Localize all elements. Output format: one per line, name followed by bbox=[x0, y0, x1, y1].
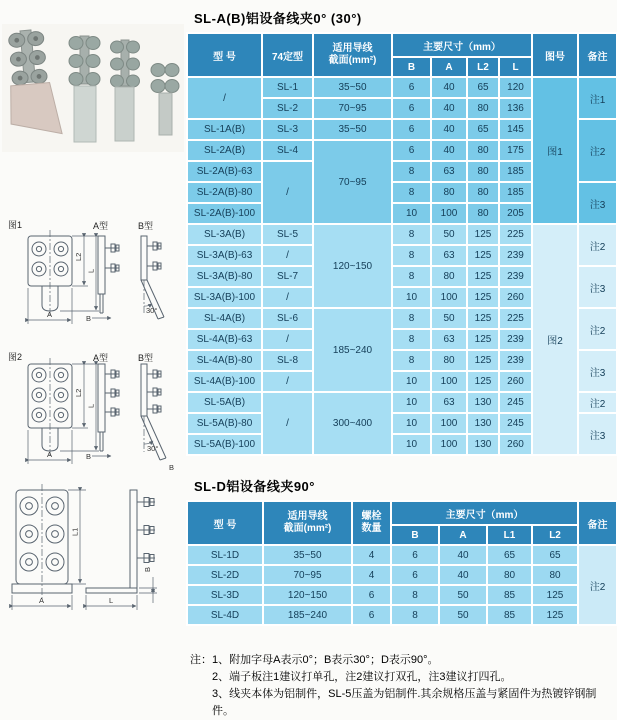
footnote-line-1: 注：1、附加字母A表示0°；B表示30°；D表示90°。 bbox=[190, 654, 439, 666]
dim-b-cell: 8 bbox=[391, 605, 439, 625]
product-photo bbox=[2, 24, 184, 152]
dim-b-cell: 6 bbox=[392, 140, 431, 161]
dim-l2-label: L2 bbox=[74, 252, 83, 261]
dim-l-cell: 185 bbox=[499, 161, 532, 182]
remark-cell: 注2 bbox=[578, 545, 617, 625]
section-cell: 70~95 bbox=[313, 140, 392, 224]
figure-1-label: 图1 bbox=[8, 220, 23, 230]
dim-l-cell: 239 bbox=[499, 245, 532, 266]
dim-a-cell: 40 bbox=[431, 77, 467, 98]
dim-a-label: A bbox=[47, 310, 53, 319]
footnote-line-3: 3、线夹本体为铝制件，SL-5压盖为铝制件.其余规格压盖与紧固件为热镀锌钢制件。 bbox=[212, 688, 597, 718]
dim-l-cell: 225 bbox=[499, 224, 532, 245]
dim-l2-cell: 130 bbox=[467, 413, 499, 434]
col-remark-header: 备注 bbox=[578, 33, 617, 77]
dim-l2-cell: 65 bbox=[467, 77, 499, 98]
dim-a-cell: 80 bbox=[431, 350, 467, 371]
dim-l2-cell: 125 bbox=[467, 224, 499, 245]
dim-l2-cell: 125 bbox=[467, 350, 499, 371]
model-cell: SL-2A(B)-63 bbox=[187, 161, 262, 182]
dim-b-cell: 6 bbox=[392, 77, 431, 98]
dim-l2-cell: 80 bbox=[467, 182, 499, 203]
dim-b-label: B bbox=[143, 566, 152, 572]
col-a-header: A bbox=[439, 525, 487, 545]
dim-l-cell: 145 bbox=[499, 119, 532, 140]
dim-l-cell: 245 bbox=[499, 413, 532, 434]
type-a-label: A型 bbox=[93, 353, 109, 363]
header-row bbox=[187, 33, 617, 57]
dim-b-label: B bbox=[86, 314, 92, 323]
model-cell: SL-3D bbox=[187, 585, 263, 605]
dim-l-cell: 120 bbox=[499, 77, 532, 98]
type74-cell: SL-6 bbox=[262, 308, 313, 329]
dim-l2-cell: 130 bbox=[467, 392, 499, 413]
model-cell: SL-3A(B)-63 bbox=[187, 245, 262, 266]
model-cell: SL-3A(B)-100 bbox=[187, 287, 262, 308]
dim-l2-cell: 125 bbox=[467, 266, 499, 287]
dim-l-label: L bbox=[86, 403, 96, 408]
dim-b-cell: 10 bbox=[392, 434, 431, 455]
dim-b-cell: 8 bbox=[392, 161, 431, 182]
dim-a-cell: 100 bbox=[431, 371, 467, 392]
dim-a-cell: 40 bbox=[431, 98, 467, 119]
section-cell: 120~150 bbox=[263, 585, 352, 605]
dim-l2-cell: 125 bbox=[532, 605, 578, 625]
figure-2-drawing bbox=[2, 348, 184, 484]
dim-b-cell: 8 bbox=[392, 329, 431, 350]
dim-l1-cell: 85 bbox=[487, 605, 532, 625]
remark-cell: 注3 bbox=[578, 182, 617, 224]
model-cell: SL-4D bbox=[187, 605, 263, 625]
dim-l2-cell: 125 bbox=[467, 308, 499, 329]
sl-ab-spec-table bbox=[186, 32, 617, 456]
angle-30-label: 30° bbox=[147, 444, 159, 453]
model-cell: SL-1D bbox=[187, 545, 263, 565]
dim-b-cell: 8 bbox=[392, 224, 431, 245]
type74-cell: SL-1 bbox=[262, 77, 313, 98]
figure-d-drawing bbox=[2, 484, 184, 648]
model-cell: SL-5A(B)-80 bbox=[187, 413, 262, 434]
type-b-label: B型 bbox=[138, 221, 154, 231]
remark-cell: 注2 bbox=[578, 392, 617, 413]
dim-b-cell: 6 bbox=[392, 119, 431, 140]
section-cell: 120~150 bbox=[313, 224, 392, 308]
col-remark-header: 备注 bbox=[578, 501, 617, 545]
side-view bbox=[86, 490, 155, 593]
model-cell: SL-3A(B) bbox=[187, 224, 262, 245]
bolt-count-cell: 4 bbox=[352, 545, 391, 565]
col-l-header: L bbox=[499, 57, 532, 77]
type74-cell: SL-8 bbox=[262, 350, 313, 371]
dim-l-cell: 239 bbox=[499, 329, 532, 350]
dim-l-label: L bbox=[109, 596, 114, 605]
type74-cell: / bbox=[262, 245, 313, 266]
model-cell: SL-4A(B)-80 bbox=[187, 350, 262, 371]
side-view-a bbox=[98, 364, 119, 451]
dim-a-cell: 50 bbox=[439, 585, 487, 605]
dim-b-cell: 6 bbox=[392, 98, 431, 119]
dim-a-cell: 100 bbox=[431, 413, 467, 434]
type-b-label: B型 bbox=[138, 353, 154, 363]
header-row bbox=[187, 501, 617, 525]
dim-b-cell: 6 bbox=[391, 545, 439, 565]
dim-a-cell: 50 bbox=[439, 605, 487, 625]
model-cell: SL-4A(B)-63 bbox=[187, 329, 262, 350]
dim-a-cell: 50 bbox=[431, 308, 467, 329]
table-row bbox=[187, 605, 617, 625]
dim-l2-cell: 125 bbox=[467, 287, 499, 308]
dim-a-cell: 100 bbox=[431, 203, 467, 224]
dim-a-cell: 100 bbox=[431, 434, 467, 455]
dim-l2-cell: 125 bbox=[467, 371, 499, 392]
dim-l-cell: 225 bbox=[499, 308, 532, 329]
dim-l-cell: 260 bbox=[499, 434, 532, 455]
dim-l-cell: 239 bbox=[499, 266, 532, 287]
dim-l1-cell: 65 bbox=[487, 545, 532, 565]
dim-b-cell: 10 bbox=[392, 203, 431, 224]
spec-tables-panel bbox=[186, 0, 617, 720]
col-bolt-count-header: 螺栓 数量 bbox=[352, 501, 391, 545]
dim-b-cell: 8 bbox=[392, 182, 431, 203]
dim-b-cell: 10 bbox=[392, 371, 431, 392]
table1-title: SL-A(B)铝设备线夹0° (30°) bbox=[194, 11, 362, 26]
type74-cell: SL-5 bbox=[262, 224, 313, 245]
dim-a-cell: 63 bbox=[431, 329, 467, 350]
model-cell: SL-2A(B)-100 bbox=[187, 203, 262, 224]
model-cell: SL-2A(B) bbox=[187, 140, 262, 161]
remark-cell: 注3 bbox=[578, 350, 617, 392]
col-dimensions-header: 主要尺寸（mm） bbox=[391, 501, 578, 525]
footnotes bbox=[190, 652, 617, 720]
col-conductor-header: 适用导线 截面(mm²) bbox=[313, 33, 392, 77]
col-b-header: B bbox=[391, 525, 439, 545]
section-cell: 35~50 bbox=[313, 77, 392, 98]
dim-b-label: B bbox=[86, 452, 92, 461]
dim-l2-cell: 80 bbox=[467, 98, 499, 119]
dim-b-cell: 10 bbox=[392, 413, 431, 434]
dim-l-cell: 185 bbox=[499, 182, 532, 203]
model-cell: SL-2D bbox=[187, 565, 263, 585]
figure-ref-cell: 图1 bbox=[532, 77, 578, 224]
dim-a-cell: 50 bbox=[431, 224, 467, 245]
type74-cell: / bbox=[262, 161, 313, 224]
type74-cell: SL-3 bbox=[262, 119, 313, 140]
col-dimensions-header: 主要尺寸（mm） bbox=[392, 33, 532, 57]
dim-l1-cell: 80 bbox=[487, 565, 532, 585]
dim-l2-cell: 80 bbox=[532, 565, 578, 585]
model-cell: SL-5A(B) bbox=[187, 392, 262, 413]
remark-cell: 注2 bbox=[578, 224, 617, 266]
dim-l-cell: 136 bbox=[499, 98, 532, 119]
type74-cell: / bbox=[262, 392, 313, 455]
dim-l-cell: 260 bbox=[499, 371, 532, 392]
model-cell: SL-5A(B)-100 bbox=[187, 434, 262, 455]
dim-a-cell: 40 bbox=[439, 565, 487, 585]
bolt-count-cell: 4 bbox=[352, 565, 391, 585]
col-model-header: 型 号 bbox=[187, 501, 263, 545]
col-l2-header: L2 bbox=[532, 525, 578, 545]
dim-b-cell: 8 bbox=[392, 350, 431, 371]
type-a-label: A型 bbox=[93, 221, 109, 231]
model-cell: SL-4A(B) bbox=[187, 308, 262, 329]
dim-a-label: A bbox=[47, 450, 53, 459]
dim-l2-cell: 65 bbox=[532, 545, 578, 565]
dim-l-cell: 205 bbox=[499, 203, 532, 224]
dim-a-label: A bbox=[39, 596, 45, 605]
dim-b-tip-label: B bbox=[169, 463, 175, 472]
section-cell: 35~50 bbox=[313, 119, 392, 140]
col-model-header: 型 号 bbox=[187, 33, 262, 77]
dim-a-cell: 100 bbox=[431, 287, 467, 308]
dim-l-cell: 245 bbox=[499, 392, 532, 413]
footnote-line-2: 2、端子板注1建议打单孔，注2建议打双孔，注3建议打四孔。 bbox=[212, 671, 512, 684]
table2-title: SL-D铝设备线夹90° bbox=[194, 479, 315, 494]
dim-a-cell: 80 bbox=[431, 266, 467, 287]
dim-b-cell: 10 bbox=[392, 287, 431, 308]
dim-l1-label: L1 bbox=[70, 527, 80, 536]
sl-d-spec-table bbox=[186, 500, 617, 626]
type74-cell: / bbox=[262, 287, 313, 308]
dim-b-cell: 6 bbox=[391, 565, 439, 585]
table-row bbox=[187, 545, 617, 565]
dim-l2-cell: 125 bbox=[467, 329, 499, 350]
col-l2-header: L2 bbox=[467, 57, 499, 77]
model-cell: SL-1A(B) bbox=[187, 119, 262, 140]
dim-a-cell: 40 bbox=[431, 140, 467, 161]
dim-b-cell: 8 bbox=[392, 245, 431, 266]
col-a-header: A bbox=[431, 57, 467, 77]
dim-l-cell: 260 bbox=[499, 287, 532, 308]
dim-a-cell: 40 bbox=[431, 119, 467, 140]
bolt-count-cell: 6 bbox=[352, 605, 391, 625]
table-row bbox=[187, 565, 617, 585]
dim-l2-cell: 65 bbox=[467, 119, 499, 140]
table-row bbox=[187, 224, 617, 245]
col-l1-header: L1 bbox=[487, 525, 532, 545]
dim-l2-cell: 80 bbox=[467, 203, 499, 224]
dim-b-cell: 8 bbox=[392, 308, 431, 329]
model-cell: / bbox=[187, 77, 262, 119]
dim-a-cell: 63 bbox=[431, 245, 467, 266]
dim-l-label: L bbox=[86, 268, 96, 273]
dim-a-cell: 63 bbox=[431, 392, 467, 413]
table-row bbox=[187, 77, 617, 98]
col-conductor-header: 适用导线 截面(mm²) bbox=[263, 501, 352, 545]
section-cell: 70~95 bbox=[263, 565, 352, 585]
side-view-a bbox=[98, 236, 119, 313]
type74-cell: SL-2 bbox=[262, 98, 313, 119]
figure-1-drawing bbox=[2, 216, 184, 348]
dim-l2-label: L2 bbox=[74, 388, 83, 397]
section-cell: 185~240 bbox=[313, 308, 392, 392]
angle-30-label: 30° bbox=[146, 306, 158, 315]
col-b-header: B bbox=[392, 57, 431, 77]
col-type74-header: 74定型 bbox=[262, 33, 313, 77]
dim-l2-cell: 80 bbox=[467, 161, 499, 182]
dim-l1-cell: 85 bbox=[487, 585, 532, 605]
dim-a-cell: 40 bbox=[439, 545, 487, 565]
dimension-lines bbox=[12, 490, 86, 610]
bolt-count-cell: 6 bbox=[352, 585, 391, 605]
type74-cell: SL-7 bbox=[262, 266, 313, 287]
table-row bbox=[187, 585, 617, 605]
dim-a-cell: 63 bbox=[431, 161, 467, 182]
dim-l2-cell: 80 bbox=[467, 140, 499, 161]
section-cell: 300~400 bbox=[313, 392, 392, 455]
dim-b-cell: 10 bbox=[392, 392, 431, 413]
dim-a-cell: 80 bbox=[431, 182, 467, 203]
col-figure-header: 图号 bbox=[532, 33, 578, 77]
remark-cell: 注3 bbox=[578, 266, 617, 308]
remark-cell: 注2 bbox=[578, 308, 617, 350]
model-cell: SL-3A(B)-80 bbox=[187, 266, 262, 287]
section-cell: 35~50 bbox=[263, 545, 352, 565]
section-cell: 70~95 bbox=[313, 98, 392, 119]
model-cell: SL-4A(B)-100 bbox=[187, 371, 262, 392]
dim-l2-cell: 130 bbox=[467, 434, 499, 455]
remark-cell: 注2 bbox=[578, 119, 617, 182]
remark-cell: 注1 bbox=[578, 77, 617, 119]
dim-l-cell: 239 bbox=[499, 350, 532, 371]
figure-ref-cell: 图2 bbox=[532, 224, 578, 455]
dim-l-cell: 175 bbox=[499, 140, 532, 161]
model-cell: SL-2A(B)-80 bbox=[187, 182, 262, 203]
dim-l2-cell: 125 bbox=[467, 245, 499, 266]
dim-b-cell: 8 bbox=[392, 266, 431, 287]
remark-cell: 注3 bbox=[578, 413, 617, 455]
type74-cell: SL-4 bbox=[262, 140, 313, 161]
dim-l2-cell: 125 bbox=[532, 585, 578, 605]
type74-cell: / bbox=[262, 371, 313, 392]
dim-b-cell: 8 bbox=[391, 585, 439, 605]
section-cell: 185~240 bbox=[263, 605, 352, 625]
type74-cell: / bbox=[262, 329, 313, 350]
figure-2-label: 图2 bbox=[8, 352, 23, 362]
